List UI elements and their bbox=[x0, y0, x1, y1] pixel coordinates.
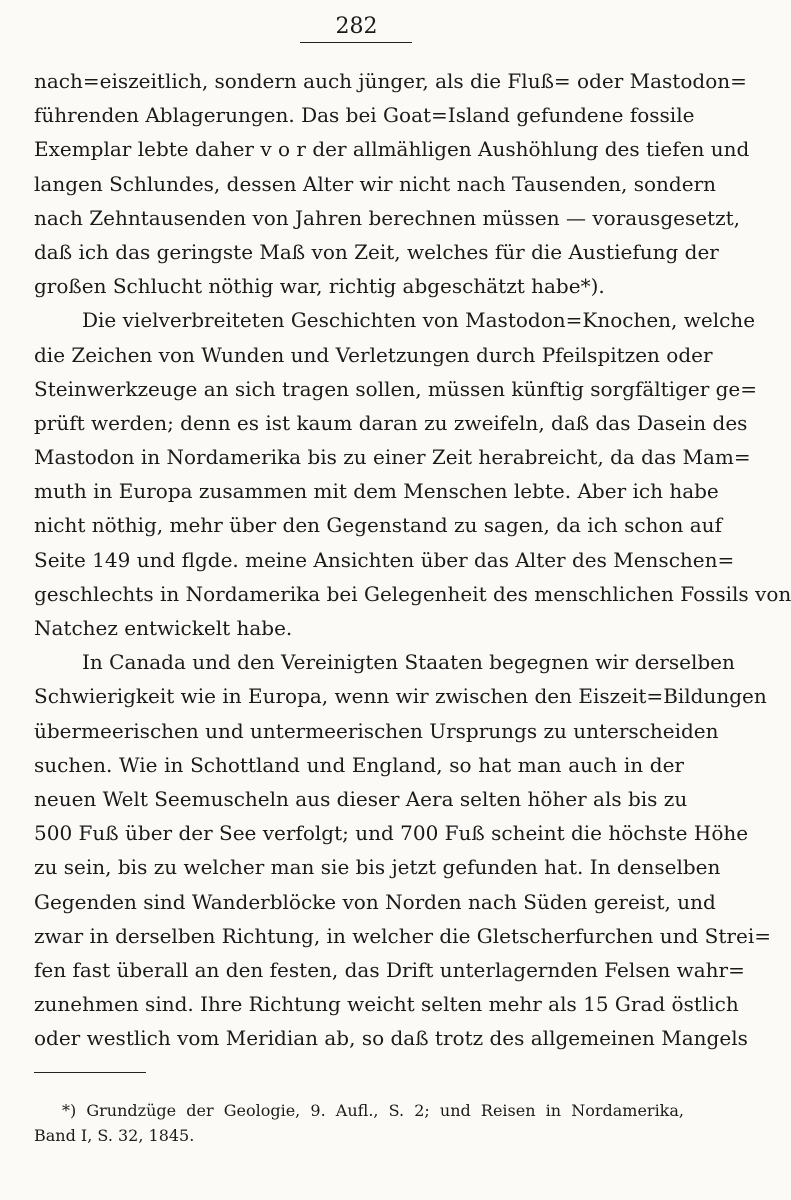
text-line: geschlechts in Nordamerika bei Gelegenheit des menschlichen Fossils von bbox=[34, 581, 791, 606]
text-line: nach=eiszeitlich, sondern auch jünger, als die Fluß= oder Mastodon= bbox=[34, 69, 747, 93]
text-line: führenden Ablagerungen. Das bei Goat=Island gefundene fossile bbox=[34, 103, 695, 128]
header-rule bbox=[300, 42, 412, 43]
text-line: nicht nöthig, mehr über den Gegenstand zu sagen, da ich schon auf bbox=[34, 513, 722, 538]
footnote-line: Band I, S. 32, 1845. bbox=[34, 1126, 195, 1145]
text-line: langen Schlundes, dessen Alter wir nicht nach Tausenden, sondern bbox=[34, 171, 717, 196]
page-number: 282 bbox=[335, 14, 378, 39]
text-line: zwar in derselben Richtung, in welcher die Gletscherfurchen und Strei= bbox=[34, 923, 771, 948]
text-line: Natchez entwickelt habe. bbox=[34, 616, 293, 640]
text-line: oder westlich vom Meridian ab, so daß trotz des allgemeinen Mangels bbox=[34, 1026, 748, 1051]
text-line: neuen Welt Seemuscheln aus dieser Aera selten höher als bis zu bbox=[34, 786, 688, 811]
text-line: Gegenden sind Wanderblöcke von Norden nach Süden gereist, und bbox=[34, 889, 716, 914]
text-line: Die vielverbreiteten Geschichten von Mastodon=Knochen, welche bbox=[82, 308, 756, 333]
text-line: die Zeichen von Wunden und Verletzungen durch Pfeilspitzen oder bbox=[34, 342, 713, 367]
text-line: Schwierigkeit wie in Europa, wenn wir zwischen den Eiszeit=Bildungen bbox=[34, 684, 767, 709]
text-line: übermeerischen und untermeerischen Ursprungs zu unterscheiden bbox=[34, 718, 719, 743]
footnote-line: *) Grundzüge der Geologie, 9. Aufl., S. 2; und Reisen in Nordamerika, bbox=[62, 1101, 684, 1120]
text-line: Exemplar lebte daher v o r der allmähligen Aushöhlung des tiefen und bbox=[34, 137, 750, 162]
text-line: großen Schlucht nöthig war, richtig abgeschätzt habe*). bbox=[34, 274, 605, 299]
text-line: Mastodon in Nordamerika bis zu einer Zeit herabreicht, da das Mam= bbox=[34, 445, 751, 470]
text-line: prüft werden; denn es ist kaum daran zu zweifeln, daß das Dasein des bbox=[34, 410, 748, 435]
text-line: zu sein, bis zu welcher man sie bis jetzt gefunden hat. In denselben bbox=[34, 855, 721, 880]
text-line: In Canada und den Vereinigten Staaten begegnen wir derselben bbox=[82, 650, 735, 675]
text-line: 500 Fuß über der See verfolgt; und 700 Fuß scheint die höchste Höhe bbox=[34, 821, 749, 846]
footnote-rule bbox=[34, 1072, 146, 1073]
text-line: suchen. Wie in Schottland und England, so hat man auch in der bbox=[34, 752, 684, 777]
body-text bbox=[34, 64, 791, 1055]
text-line: fen fast überall an den festen, das Drift unterlagernden Felsen wahr= bbox=[34, 957, 745, 982]
text-line: zunehmen sind. Ihre Richtung weicht selten mehr als 15 Grad östlich bbox=[34, 992, 739, 1017]
text-line: Seite 149 und flgde. meine Ansichten über das Alter des Menschen= bbox=[34, 547, 735, 572]
text-line: Steinwerkzeuge an sich tragen sollen, müssen künftig sorgfältiger ge= bbox=[34, 376, 758, 401]
text-line: nach Zehntausenden von Jahren berechnen müssen — vorausgesetzt, bbox=[34, 205, 741, 230]
text-line: daß ich das geringste Maß von Zeit, welches für die Austiefung der bbox=[34, 239, 719, 264]
text-line: muth in Europa zusammen mit dem Menschen lebte. Aber ich habe bbox=[34, 479, 719, 504]
footnotes bbox=[34, 1098, 684, 1148]
